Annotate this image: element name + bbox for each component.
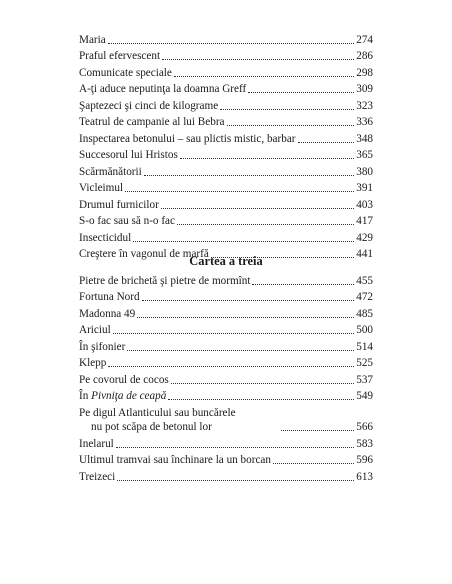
dot-leader <box>177 224 354 225</box>
toc-list-part-two <box>79 30 373 261</box>
section-heading: Cartea a treia <box>189 254 263 268</box>
toc-entry <box>79 162 373 179</box>
toc-entry-page: 549 <box>356 390 373 402</box>
toc-entry <box>79 321 373 338</box>
toc-entry-page: 455 <box>356 274 373 287</box>
toc-entry-title: Scărmănătorii <box>79 165 142 178</box>
toc-entry-title: A-ţi aduce neputinţa la doamna Greff <box>79 83 247 95</box>
toc-list-part-three <box>79 271 373 484</box>
dot-leader <box>108 43 355 44</box>
toc-entry-title: Insecticidul <box>79 231 132 244</box>
toc-entry-page: 596 <box>356 454 373 466</box>
toc-entry-page: 403 <box>356 198 373 211</box>
toc-entry-page: 336 <box>356 116 373 128</box>
toc-entry <box>79 195 373 212</box>
dot-leader <box>125 191 354 192</box>
toc-entry <box>79 288 373 305</box>
toc-entry-title: Vicleimul <box>79 182 124 194</box>
toc-entry <box>79 80 373 97</box>
toc-entry-title: Treizeci <box>79 470 116 483</box>
dot-leader <box>161 208 354 209</box>
toc-entry-page: 348 <box>356 132 373 145</box>
dot-leader <box>108 366 354 367</box>
dot-leader <box>137 317 354 318</box>
toc-entry-page: 429 <box>356 231 373 244</box>
toc-entry-page: 274 <box>356 33 373 46</box>
toc-entry-title: Praful efervescent <box>79 50 161 62</box>
dot-leader <box>180 158 354 159</box>
toc-entry-title: Klepp <box>79 357 107 369</box>
dot-leader <box>174 76 354 77</box>
toc-entry-page: 417 <box>356 215 373 227</box>
toc-entry-title: Fortuna Nord <box>79 291 140 303</box>
toc-entry-page: 566 <box>356 421 373 433</box>
dot-leader <box>133 241 354 242</box>
toc-entry <box>79 467 373 484</box>
dot-leader <box>171 383 354 384</box>
toc-entry-page: 365 <box>356 149 373 161</box>
toc-entry-page: 298 <box>356 66 373 79</box>
toc-entry-title: Madonna 49 <box>79 307 136 320</box>
toc-entry-title <box>79 406 279 434</box>
dot-leader <box>142 300 355 301</box>
toc-entry-title: Pe covorul de cocos <box>79 373 169 386</box>
dot-leader <box>220 109 354 110</box>
dot-leader <box>227 125 355 126</box>
toc-entry-title: Şaptezeci şi cinci de kilograme <box>79 99 219 112</box>
toc-entry-title-prefix: În <box>79 390 92 402</box>
toc-entry-page: 537 <box>356 373 373 386</box>
toc-entry-title: Pietre de brichetă şi pietre de mormînt <box>79 274 251 287</box>
toc-entry-title: Drumul furnicilor <box>79 198 159 211</box>
toc-entry-title: Creştere în vagonul de marfă <box>79 248 209 260</box>
toc-entry-page: 485 <box>356 307 373 320</box>
toc-entry <box>79 96 373 113</box>
dot-leader <box>144 175 354 176</box>
toc-entry-page: 380 <box>356 165 373 178</box>
toc-entry-title: Maria <box>79 33 106 46</box>
toc-entry <box>79 403 373 434</box>
toc-entry-title <box>79 389 166 403</box>
toc-entry <box>79 228 373 245</box>
toc-entry-page: 514 <box>356 340 373 353</box>
toc-entry <box>79 434 373 451</box>
toc-entry <box>79 146 373 163</box>
toc-entry <box>79 47 373 64</box>
toc-entry <box>79 179 373 196</box>
dot-leader <box>162 59 354 60</box>
toc-entry <box>79 63 373 80</box>
dot-leader <box>168 399 354 400</box>
dot-leader <box>116 447 354 448</box>
toc-entry-title: Inelarul <box>79 437 114 450</box>
toc-entry-page: 286 <box>356 50 373 62</box>
toc-entry-page: 613 <box>356 470 373 483</box>
toc-entry <box>79 113 373 130</box>
toc-entry-page: 309 <box>356 83 373 95</box>
toc-entry-title: Succesorul lui Hristos <box>79 149 178 161</box>
toc-entry <box>79 271 373 288</box>
toc-entry-page: 500 <box>356 324 373 336</box>
toc-entry <box>79 337 373 354</box>
dot-leader <box>127 350 354 351</box>
toc-entry <box>79 304 373 321</box>
toc-entry <box>79 387 373 404</box>
toc-entry <box>79 129 373 146</box>
toc-entry <box>79 370 373 387</box>
toc-entry-title: Comunicate speciale <box>79 66 172 79</box>
toc-entry-page: 472 <box>356 291 373 303</box>
toc-entry <box>79 212 373 229</box>
dot-leader <box>273 463 354 464</box>
toc-entry-title-line-2: nu pot scăpa de betonul lor <box>91 421 212 433</box>
dot-leader <box>117 480 354 481</box>
dot-leader <box>248 92 354 93</box>
dot-leader <box>298 142 355 143</box>
toc-entry-page: 323 <box>356 99 373 112</box>
toc-entry-title: Ultimul tramvai sau închinare la un borcan <box>79 454 271 466</box>
dot-leader <box>281 430 354 431</box>
toc-entry-title-line-1: Pe digul Atlanticului sau buncărele <box>79 407 236 419</box>
dot-leader <box>113 333 355 334</box>
dot-leader <box>252 284 354 285</box>
toc-entry <box>79 354 373 371</box>
toc-entry-title-italic: Pivniţa de ceapă <box>91 390 167 402</box>
toc-entry-title: S-o fac sau să n-o fac <box>79 215 175 227</box>
toc-entry-title: Inspectarea betonului – sau plictis mistic, barbar <box>79 132 296 145</box>
toc-entry-title: Teatrul de campanie al lui Bebra <box>79 116 225 128</box>
toc-entry-page: 391 <box>356 182 373 194</box>
toc-entry-page: 583 <box>356 437 373 450</box>
toc-entry <box>79 451 373 468</box>
toc-entry-title: Ariciul <box>79 324 111 336</box>
toc-entry-page: 525 <box>356 357 373 369</box>
toc-entry <box>79 30 373 47</box>
toc-entry-page: 441 <box>356 248 373 260</box>
toc-entry-title: În şifonier <box>79 340 126 353</box>
